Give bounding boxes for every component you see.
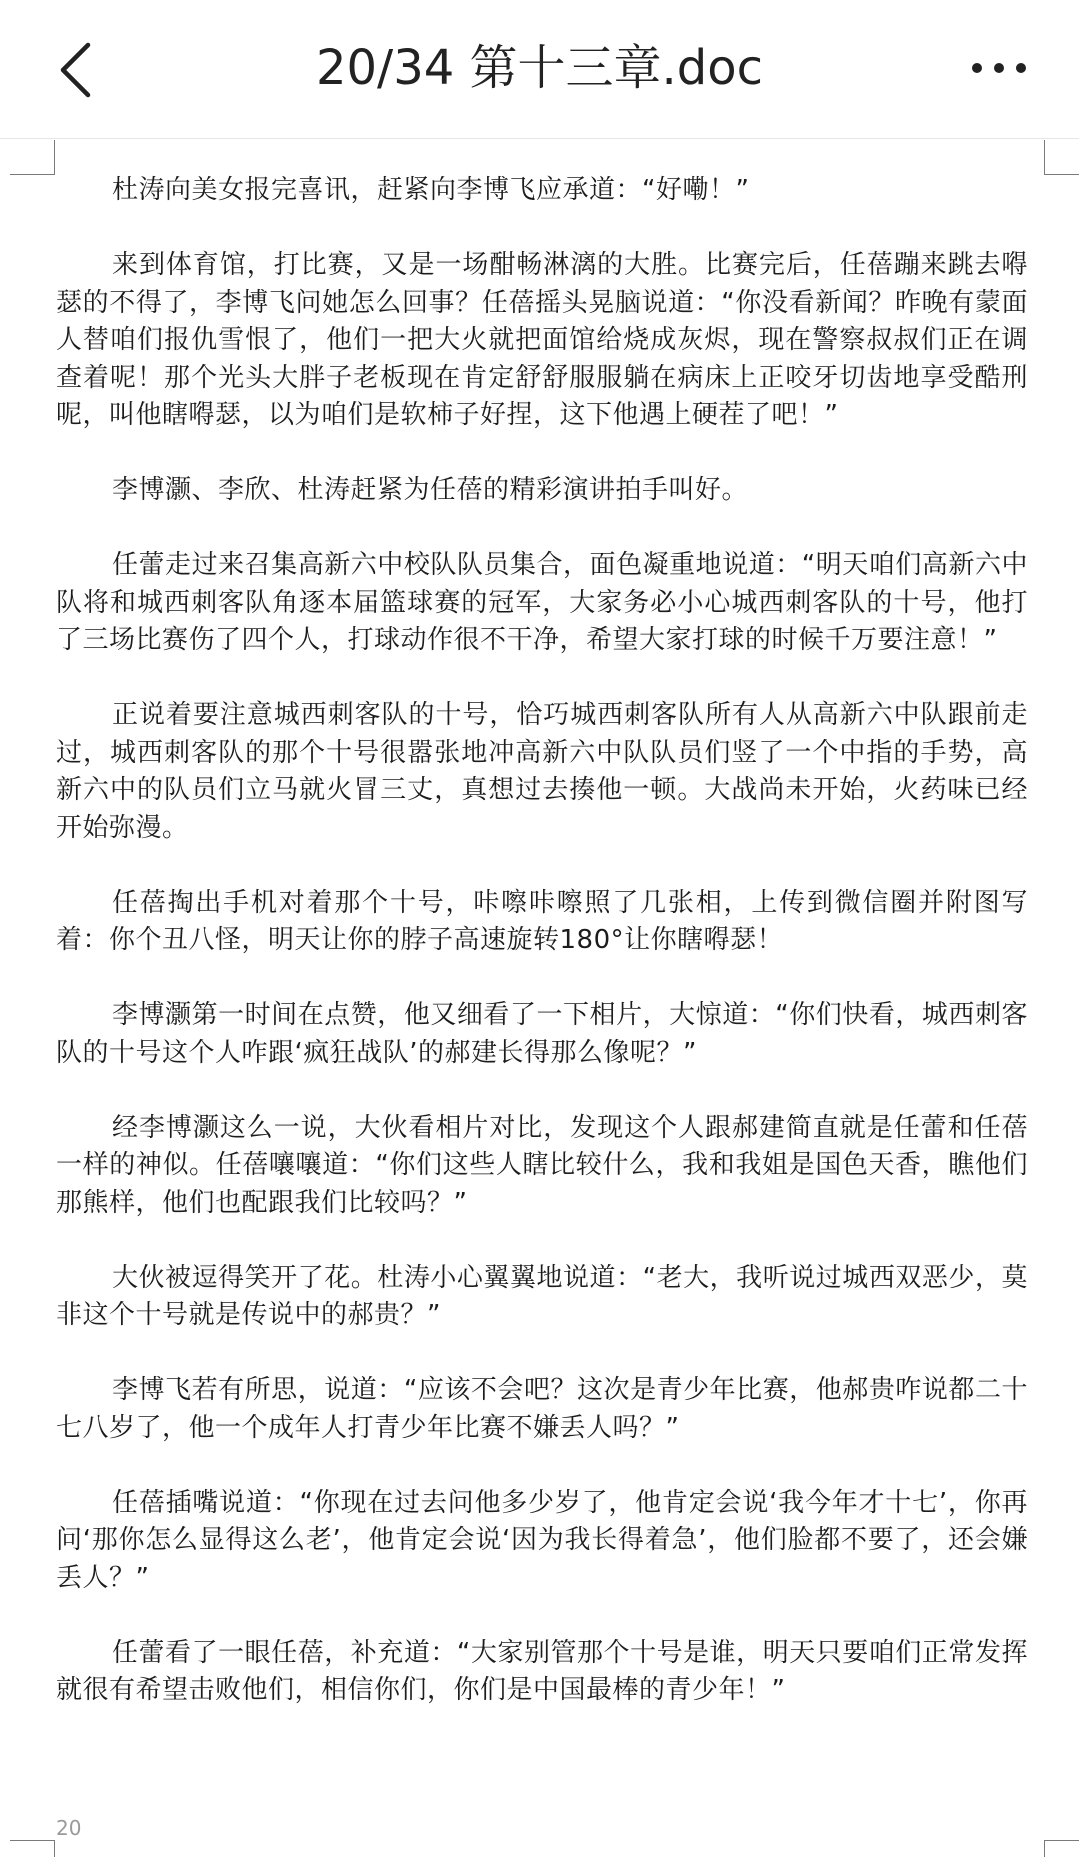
page-number: 20 <box>56 1816 82 1840</box>
page-crop-mark-top-right <box>1044 140 1079 175</box>
page-crop-mark-bottom-right <box>1044 1840 1079 1857</box>
paragraph: 经李博灏这么一说，大伙看相片对比，发现这个人跟郝建简直就是任蕾和任蓓一样的神似。任蓓嚷嚷道：“你们这些人瞎比较什么，我和我姐是国色天香，瞧他们那熊样，他们也配跟我们比较吗？” <box>56 1112 1028 1218</box>
page-crop-mark-bottom-left <box>10 1840 55 1857</box>
back-button[interactable] <box>40 30 110 110</box>
paragraph: 李博飞若有所思，说道：“应该不会吧？这次是青少年比赛，他郝贵咋说都二十七八岁了，他一个成年人打青少年比赛不嫌丢人吗？” <box>56 1375 1028 1443</box>
paragraph: 任蓓掏出手机对着那个十号，咔嚓咔嚓照了几张相，上传到微信圈并附图写着：你个丑八怪，明天让你的脖子高速旋转180°让你瞎嘚瑟！ <box>56 887 1028 955</box>
top-bar <box>0 0 1079 139</box>
more-options-button[interactable] <box>949 36 1049 100</box>
paragraph: 任蕾看了一眼任蓓，补充道：“大家别管那个十号是谁，明天只要咱们正常发挥就很有希望击败他们，相信你们，你们是中国最棒的青少年！” <box>56 1637 1028 1705</box>
page-crop-mark-top-left <box>10 140 55 175</box>
more-horizontal-icon <box>971 61 1027 75</box>
document-body <box>56 172 1028 1747</box>
paragraph: 任蕾走过来召集高新六中校队队员集合，面色凝重地说道：“明天咱们高新六中队将和城西刺客队角逐本届篮球赛的冠军，大家务必小心城西刺客队的十号，他打了三场比赛伤了四个人，打球动作很不干净，希望大家打球的时候千万要注意！” <box>56 550 1028 655</box>
document-title: 20/34 第十三章.doc <box>315 40 764 96</box>
paragraph: 来到体育馆，打比赛，又是一场酣畅淋漓的大胜。比赛完后，任蓓蹦来跳去嘚瑟的不得了，李博飞问她怎么回事？任蓓摇头晃脑说道：“你没看新闻？昨晚有蒙面人替咱们报仇雪恨了，他们一把大火就把面馆给烧成灰烬，现在警察叔叔们正在调查着呢！那个光头大胖子老板现在肯定舒舒服服躺在病床上正咬牙切齿地享受酷刑呢，叫他瞎嘚瑟，以为咱们是软柿子好捏，这下他遇上硬茬了吧！” <box>56 250 1028 430</box>
paragraph: 李博灏、李欣、杜涛赶紧为任蓓的精彩演讲拍手叫好。 <box>112 475 749 505</box>
paragraph: 李博灏第一时间在点赞，他又细看了一下相片，大惊道：“你们快看，城西刺客队的十号这个人咋跟‘疯狂战队’的郝建长得那么像呢？” <box>56 1000 1028 1068</box>
paragraph: 杜涛向美女报完喜讯，赶紧向李博飞应承道：“好嘞！” <box>112 175 750 205</box>
paragraph: 大伙被逗得笑开了花。杜涛小心翼翼地说道：“老大，我听说过城西双恶少，莫非这个十号就是传说中的郝贵？” <box>56 1262 1028 1330</box>
chevron-left-icon <box>58 42 92 98</box>
paragraph: 任蓓插嘴说道：“你现在过去问他多少岁了，他肯定会说‘我今年才十七’，你再问‘那你怎么显得这么老’，他肯定会说‘因为我长得着急’，他们脸都不要了，还会嫌丢人？” <box>56 1487 1028 1593</box>
paragraph: 正说着要注意城西刺客队的十号，恰巧城西刺客队所有人从高新六中队跟前走过，城西刺客队的那个十号很嚣张地冲高新六中队队员们竖了一个中指的手势，高新六中的队员们立马就火冒三丈，真想过去揍他一顿。大战尚未开始，火药味已经开始弥漫。 <box>56 700 1028 843</box>
